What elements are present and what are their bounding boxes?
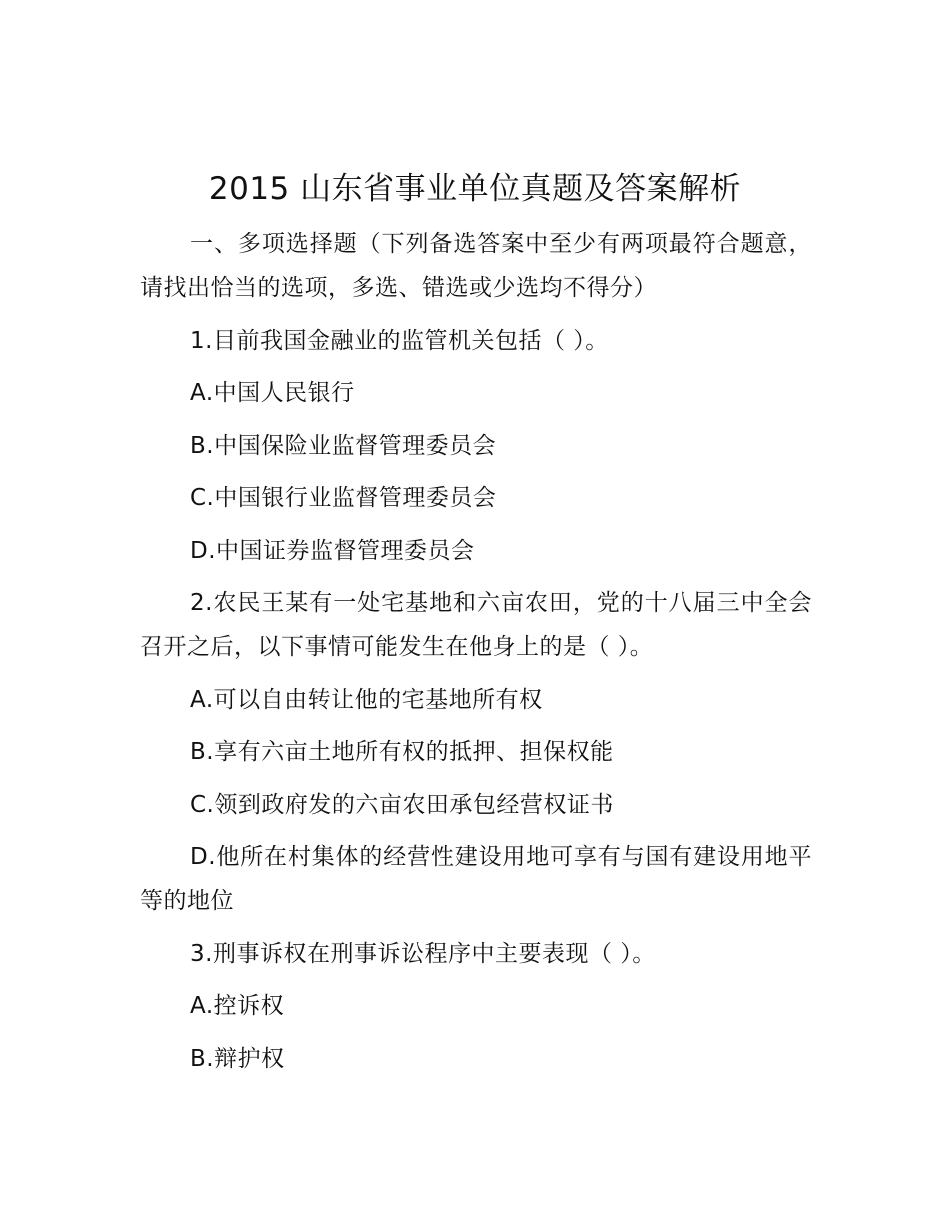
question-3-option-b: B.辩护权 bbox=[190, 1045, 285, 1072]
question-1-option-c: C.中国银行业监督管理委员会 bbox=[190, 485, 497, 511]
document-body bbox=[140, 222, 812, 1089]
question-2-option-c: C.领到政府发的六亩农田承包经营权证书 bbox=[190, 791, 614, 818]
page-title: 2015 山东省事业单位真题及答案解析 bbox=[208, 171, 742, 207]
question-1-option-b: B.中国保险业监督管理委员会 bbox=[190, 432, 497, 459]
question-3-stem: 3.刑事诉权在刑事诉讼程序中主要表现（ ）。 bbox=[190, 940, 656, 967]
question-2-option-b: B.享有六亩土地所有权的抵押、担保权能 bbox=[190, 739, 614, 765]
question-2-option-a: A.可以自由转让他的宅基地所有权 bbox=[190, 686, 543, 713]
question-1-option-a: A.中国人民银行 bbox=[190, 380, 355, 406]
question-3-option-a: A.控诉权 bbox=[190, 993, 285, 1019]
section-heading: 一、多项选择题（下列备选答案中至少有两项最符合题意，请找出恰当的选项，多选、错选或少选均不得分） bbox=[140, 231, 812, 301]
question-1-option-d: D.中国证券监督管理委员会 bbox=[190, 537, 475, 564]
question-2-stem: 2.农民王某有一处宅基地和六亩农田，党的十八届三中全会召开之后，以下事情可能发生在他身上的是（ ）。 bbox=[140, 590, 812, 660]
question-1-stem: 1.目前我国金融业的监管机关包括（ ）。 bbox=[190, 327, 609, 354]
question-2-option-d: D.他所在村集体的经营性建设用地可享有与国有建设用地平等的地位 bbox=[140, 844, 812, 914]
